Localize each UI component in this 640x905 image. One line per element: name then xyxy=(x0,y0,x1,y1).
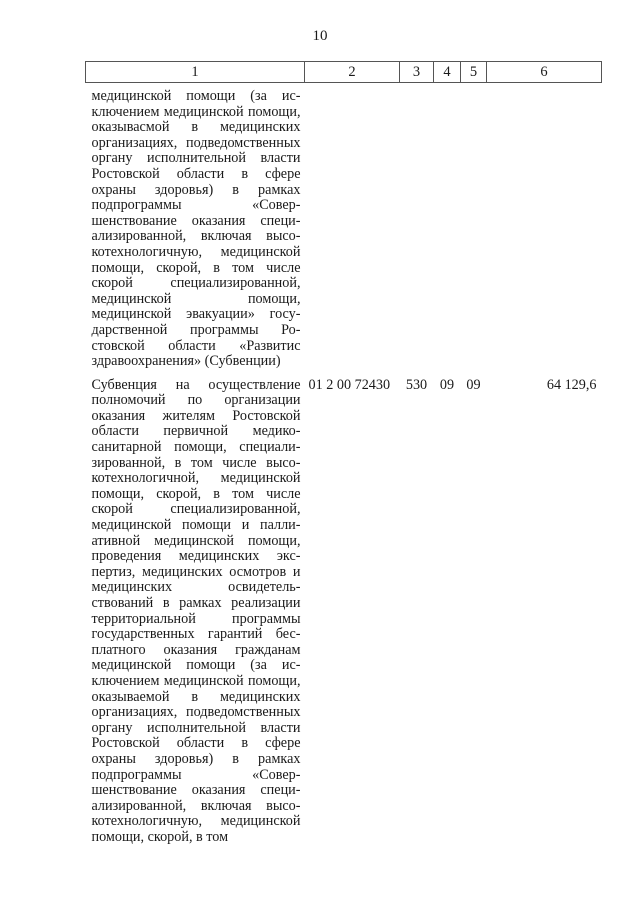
row-rz xyxy=(434,83,461,376)
row-rz: 09 xyxy=(439,376,455,393)
page-number: 10 xyxy=(312,28,328,44)
row-pr xyxy=(461,83,487,376)
header-col-5: 5 xyxy=(461,62,487,83)
budget-table xyxy=(85,61,602,846)
row-code xyxy=(305,83,400,376)
row-sum: 64 129,6 xyxy=(546,376,597,393)
header-col-3: 3 xyxy=(400,62,434,83)
row-vr xyxy=(400,83,434,376)
header-col-4: 4 xyxy=(434,62,461,83)
header-col-6: 6 xyxy=(487,62,602,83)
row-name: Субвенция на осуществление полномочий по организации оказания жителям Ростовской области первичной медико-санитарной помощи, специализированной, в том числе высокотехнологичной, медицинской помощи, скорой, в том числе скорой специализированной, медицинской помощи и паллиативной медицинской помощи, проведения медицинских экспертиз, медицинских осмотров и медицинских освидетельствований в рамках реализации территориальной программы государственных гарантий бесплатного оказания гражданам медицинской помощи (за исключением медицинской помощи, оказываемой в медицинских организациях, подведомственных органу исполнительной власти Ростовской области в сфере охраны здоровья) в рамках подпрограммы «Совершенствование оказания специализированной, включая высокотехнологичную, медицинской помощи, скорой, в том xyxy=(91,376,301,845)
header-col-1: 1 xyxy=(86,62,305,83)
table-row xyxy=(86,376,602,846)
row-pr: 09 xyxy=(466,376,481,393)
header-col-2: 2 xyxy=(305,62,400,83)
header-row xyxy=(86,62,602,83)
row-sum xyxy=(487,83,602,376)
row-code: 01 2 00 72430 xyxy=(308,376,391,393)
row-name: медицинской помощи (за исключением медицинской помощи, оказывасмой в медицинских организациях, подведомственных органу исполнительной власти Ростовской области в сфере охраны здоровья) в рамках подпрограммы «Совершенствование оказания специализированной, включая высокотехнологичную, медицинской помощи, скорой, в том числе скорой специализированной, медицинской помощи, медицинской эвакуации» государственной программы Ростовской области «Развитис здравоохранения» (Субвенции) xyxy=(91,88,301,370)
table-row xyxy=(86,83,602,376)
row-vr: 530 xyxy=(405,376,428,393)
